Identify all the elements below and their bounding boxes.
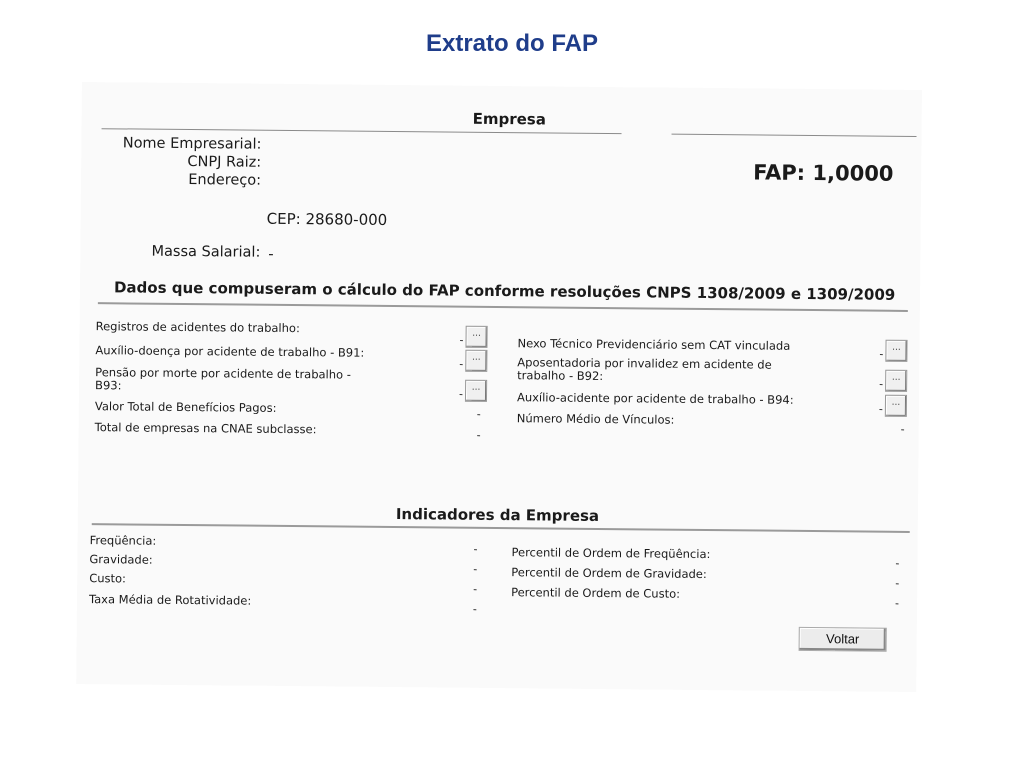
gravidade-value: - (473, 562, 478, 576)
total-empresas-cnae-value: - (476, 428, 481, 442)
percentil-custo-value: - (894, 596, 900, 610)
numero-medio-vinculos-label: Número Médio de Vínculos: (516, 411, 675, 427)
percentil-custo-label: Percentil de Ordem de Custo: (511, 585, 681, 601)
auxilio-doenca-b91-value: - (459, 357, 464, 371)
auxilio-acidente-b94-label: Auxílio-acidente por acidente de trabalho - B94: (516, 390, 794, 407)
pensao-morte-b93-value: - (458, 387, 464, 401)
taxa-rotatividade-label: Taxa Média de Rotatividade: (88, 592, 252, 608)
indicadores-section-title: Indicadores da Empresa (395, 505, 600, 525)
custo-label: Custo: (89, 571, 127, 586)
endereco-label: Endereço: (188, 172, 262, 189)
pensao-morte-b93-label-line1: Pensão por morte por acidente de trabalho - (95, 365, 351, 382)
dados-section-title: Dados que compuseram o cálculo do FAP conforme resoluções CNPS 1308/2009 e 1309/2009 (113, 278, 896, 304)
percentil-frequencia-label: Percentil de Ordem de Freqüência: (511, 545, 711, 562)
slide-title: Extrato do FAP (425, 30, 599, 57)
nome-empresarial-label: Nome Empresarial: (122, 135, 262, 153)
fap-value: FAP: 1,0000 (753, 160, 894, 186)
dados-divider (98, 302, 908, 312)
nexo-tecnico-value: - (879, 347, 884, 361)
empresa-section-title: Empresa (472, 109, 546, 129)
auxilio-acidente-b94-details-button[interactable]: ... (885, 395, 907, 417)
percentil-gravidade-value: - (895, 576, 900, 590)
aposentadoria-b92-label-line1: Aposentadoria por invalidez em acidente de (517, 355, 772, 372)
nexo-tecnico-label: Nexo Técnico Previdenciário sem CAT vinculada (517, 336, 791, 353)
valor-total-beneficios-value: - (476, 407, 481, 421)
voltar-button[interactable]: Voltar (799, 627, 887, 652)
numero-medio-vinculos-value: - (900, 422, 905, 436)
pensao-morte-b93-label-line2: B93: (95, 378, 122, 393)
massa-salarial-label: Massa Salarial: (151, 243, 261, 261)
indicadores-divider (92, 523, 910, 533)
auxilio-doenca-b91-details-button[interactable]: ... (465, 350, 487, 372)
frequencia-value: - (473, 542, 478, 556)
aposentadoria-b92-details-button[interactable]: ... (885, 370, 907, 392)
fap-extract-panel (76, 82, 922, 692)
aposentadoria-b92-value: - (879, 377, 884, 391)
auxilio-acidente-b94-value: - (878, 402, 883, 416)
empresa-divider-right (672, 134, 917, 137)
valor-total-beneficios-label: Valor Total de Benefícios Pagos: (94, 399, 277, 415)
custo-value: - (473, 582, 478, 596)
massa-salarial-value: - (268, 244, 274, 263)
registros-acidentes-value: - (459, 333, 464, 347)
cep-text: CEP: 28680-000 (266, 209, 388, 229)
frequencia-label: Freqüência: (89, 533, 157, 548)
aposentadoria-b92-label-line2: trabalho - B92: (517, 368, 604, 384)
auxilio-doenca-b91-label: Auxílio-doença por acidente de trabalho - B91: (95, 343, 365, 360)
registros-acidentes-label: Registros de acidentes do trabalho: (95, 319, 300, 336)
cnpj-raiz-label: CNPJ Raiz: (187, 154, 262, 171)
empresa-divider-left (102, 128, 622, 134)
percentil-frequencia-value: - (895, 556, 900, 570)
gravidade-label: Gravidade: (89, 552, 153, 567)
pensao-morte-b93-details-button[interactable]: ... (465, 380, 487, 402)
percentil-gravidade-label: Percentil de Ordem de Gravidade: (511, 565, 707, 582)
registros-acidentes-details-button[interactable]: ... (465, 326, 487, 348)
total-empresas-cnae-label: Total de empresas na CNAE subclasse: (94, 420, 317, 437)
taxa-rotatividade-value: - (472, 602, 478, 616)
nexo-tecnico-details-button[interactable]: ... (885, 340, 907, 362)
